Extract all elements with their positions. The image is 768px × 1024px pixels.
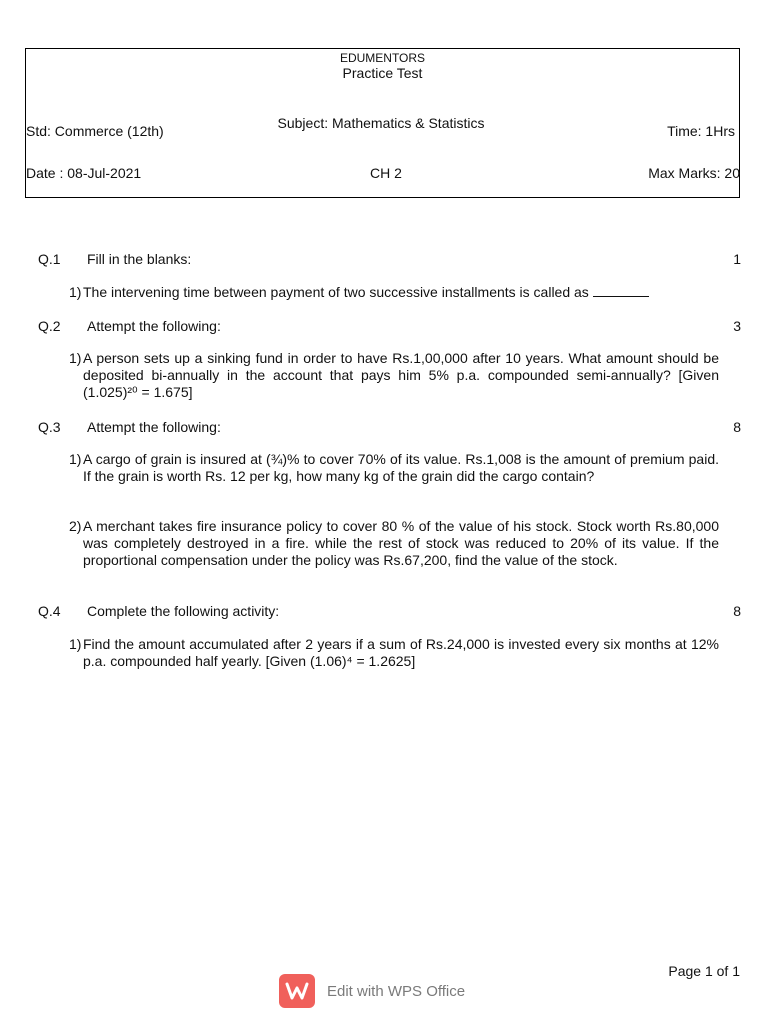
question-marks: 3	[733, 318, 741, 334]
question-item	[83, 284, 719, 301]
test-title: Practice Test	[342, 65, 423, 81]
question-title: Fill in the blanks:	[87, 251, 192, 267]
max-marks-label: Max Marks: 20	[648, 165, 740, 181]
question-number: Q.2	[38, 318, 61, 334]
chapter-label: CH 2	[370, 165, 402, 181]
item-text: A cargo of grain is insured at (¾)% to cover 70% of its value. Rs.1,008 is the amount of premium paid. If the grain is worth Rs. 12 per kg, how many kg of the grain did the cargo contain?	[83, 451, 719, 484]
item-number: 1)	[69, 636, 82, 652]
question-number: Q.3	[38, 419, 61, 435]
item-number: 1)	[69, 284, 82, 300]
header-box	[25, 48, 740, 198]
subject-label: Subject: Mathematics & Statistics	[277, 115, 485, 131]
question-marks: 8	[733, 603, 741, 619]
answer-blank	[593, 284, 649, 297]
item-text: A merchant takes fire insurance policy to cover 80 % of the value of his stock. Stock worth Rs.80,000 was completely destroyed in a fire. while the rest of stock was reduced to 20% of its value. If the proportional compensation under the policy was Rs.67,200, find the value of the stock.	[83, 518, 719, 568]
item-number: 2)	[69, 518, 82, 534]
time-label: Time: 1Hrs	[667, 123, 735, 139]
organization-name: EDUMENTORS	[339, 51, 426, 65]
question-marks: 8	[733, 419, 741, 435]
item-number: 1)	[69, 350, 82, 366]
question-marks: 1	[733, 251, 741, 267]
date-label: Date : 08-Jul-2021	[26, 165, 142, 181]
item-text: Find the amount accumulated after 2 years if a sum of Rs.24,000 is invested every six months at 12% p.a. compounded half yearly. [Given (1.06)⁴ = 1.2625]	[83, 636, 719, 669]
question-title: Complete the following activity:	[87, 603, 280, 619]
question-number: Q.4	[38, 603, 61, 619]
question-number: Q.1	[38, 251, 61, 267]
item-text: The intervening time between payment of two successive installments is called as	[83, 284, 589, 300]
std-label: Std: Commerce (12th)	[26, 123, 164, 139]
question-title: Attempt the following:	[87, 419, 221, 435]
wps-edit-label: Edit with WPS Office	[327, 982, 466, 1000]
item-number: 1)	[69, 451, 82, 467]
wps-edit-link[interactable]	[279, 973, 465, 1009]
page-number: Page 1 of 1	[668, 963, 740, 979]
question-title: Attempt the following:	[87, 318, 221, 334]
item-text: A person sets up a sinking fund in order to have Rs.1,00,000 after 10 years. What amount should be deposited bi-annually in the account that pays him 5% p.a. compounded semi-annually? [Given (1.025)²⁰ = 1.675]	[83, 350, 719, 400]
wps-logo-icon	[279, 974, 315, 1008]
